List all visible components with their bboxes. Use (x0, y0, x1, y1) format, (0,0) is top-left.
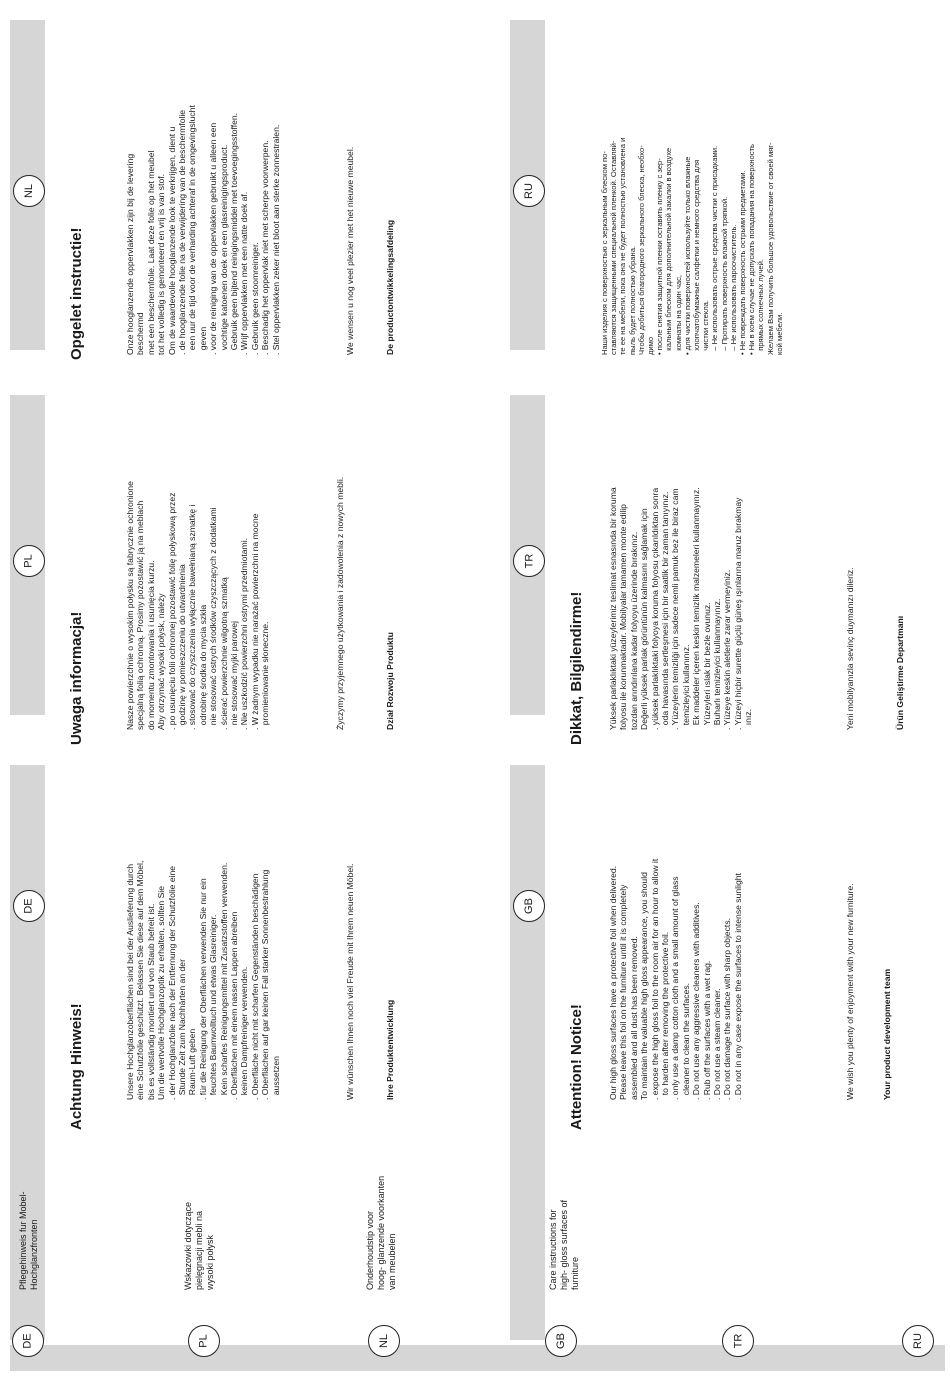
badge-gb: GB (513, 890, 545, 922)
panel-signature: Ihre Produktentwicklung (385, 999, 395, 1100)
panel-title: Attention! Notice! (568, 1004, 585, 1130)
panel-signature: Ürün Geliştirme Departmanı (895, 615, 905, 730)
index-badge-de: DE (12, 1325, 44, 1357)
index-label-gb: Care instructions for high- gloss surfaces of furniture (548, 1199, 580, 1290)
index-label-nl: Onderhoudstip voor hoog- glanzende voorkanten van meubelen (365, 1175, 397, 1290)
panel-body: Наши изделия с поверхностью с зеркальным блеском по- ставляются защищенными специальной пленкой. Оставляй- те ее на мебели, пока она не будет полностью установлена и пыль будет полностью убрана. Чтобы добиться благородного зеркального блеска, необхо- димо • после снятия защитной пленки оставить пленку с зер- кальным блеском для дополнительной закалки в воздухе комнаты на один час, • для чистки поверхностей используйте только влажные хлопчатобумажные салфетки и немного средства для чистки стекла. – Не использовать острые средства чистки с присадками. – Протирать поверхность влажной тряпкой. – Не использовать пароочиститель. • Не повреждать поверхность острыми предметами. • Ни в коем случае не допускать попадания на поверхность прямых солнечных лучей. Желаем Вам получить большое удовольствие от своей мяг- кой мебели. (600, 137, 784, 355)
index-label-de: Pflegehinweis fur Mobel- Hochglanzfronten (18, 1191, 39, 1290)
panel-title: Opgelet instructie! (68, 227, 85, 360)
panel-title: Achtung Hinweis! (68, 1003, 85, 1130)
panel-body: Yüksek parlaklıktaki yüzeylerimiz teslimat esnasında bir koruma folyosu ile korunmaktadır. Mobilyalar tamamen monte edilip tozdan arındırılana kadar folyoyu üzerinde bırakınız. Değerli yüksek parlak görüntünün kalmasını sağlamak için . yüksek parlaklıktaki folyoya koruma folyosu çıkarıldıktan sonra oda havasında sertleşmesi için bir saatlik bir zaman tanıyınız. . Yüzeylerin temizliği için sadece nemli pamuk bez ile biraz cam temizleyici kullanınız. Ek maddeler içeren keskin temizlik malzemeleri kullanmayınız. Yüzeyleri ıslak bir bezle ovunuz. Buharlı temizleyici kullanmayınız. . Yüzeye keskin aletlerle zarar vermeyiniz. . Yüzeyi hiçbir surette güçlü güneş ışınlarına maruz bırakmay ınız. (608, 487, 754, 730)
panel-wish: Wir wünschen Ihnen noch viel Freude mit Ihrem neuen Möbel. (345, 863, 355, 1100)
badge-ru: RU (513, 175, 545, 207)
index-label-pl: Wskazowki dotyczące pielęgnacji mebli na wysoki połysk (183, 1201, 215, 1290)
panel-body: Nasze powierzchnie o wysokim połysku są fabrycznie ochronione specjalną folią ochronną. Prosimy pozostawić ją na meblach do momentu zmontowania i usunięcia kurzu. Aby otrzymać wysoki połysk, należy . po usunięciu folii ochronnej pozostawić folię połyskową przez godzinę w pomieszczeniu do utwardnienia . stosować do czyszczenia wyłącznie bawełnianą szmatkę i odrobinę środka do mycia szkła nie stosować ostrych środków czyszczących z dodatkami . ścierać powierzchnie wilgotną szmatką nie stosować myjki parowej . Nie uszkodzić powierzchni ostrymi przedmiotami. . W żadnym wypadku nie narażać powierzchni na mocne promieniowanie słoneczne. (125, 481, 271, 730)
badge-tr: TR (513, 545, 545, 577)
index-badge-ru: RU (902, 1325, 934, 1357)
panel-signature: De productontwikkelingsafdeling (385, 219, 395, 355)
index-badge-gb: GB (545, 1325, 577, 1357)
panel-wish: We wensen u nog veel plezier met het nieuwe meubel. (345, 146, 355, 355)
panel-title: Uwaga informacja! (68, 611, 85, 745)
badge-de: DE (13, 890, 45, 922)
panel-title: Dikkat, Bilgilendirme! (568, 591, 585, 745)
panel-wish: Życzymy przyjemnego użytkowania i zadowolenia z nowych mebli. (335, 476, 345, 730)
badge-pl: PL (13, 545, 45, 577)
panel-body: Our high gloss surfaces have a protective foil when delivered. Please leave this foil on the furniture until it is completely assembled and all dust has been removed. To maintain the valuable high gloss appearance, you should . expose the high gloss foil to the room air for an hour to allow it to harden after removing the protective foil. . only use a damp cotton cloth and a small amount of glass cleaner to clean the surfaces. . Do not use any aggressive cleaners with additives. . Rub off the surfaces with a wet rag. . Do not use a steam cleaner. . Do not damage the surface with sharp objects. . Do not in any case expose the surfaces to intense sunlight (608, 858, 743, 1100)
index-badge-pl: PL (188, 1325, 220, 1357)
panel-body: Onze hooglanzende oppervlakken zijn bij de levering beschermd met een beschermfolie. Laat deze folie op het meubel tot het volledig is gemonteerd en vrij is van stof. Om de waardevolle hooglanzende look te verkrijgen, dient u . de hooglanzende folie na de verwijdering van de beschermfolie een uur de tijd voor de verharding achteraf in de omgevingslucht geven . voor de reiniging van de oppervlakken gebruikt u alleen een vochtige katoenen doek en een glasreinigingsproduct. Gebruik geen bijtend reinigingsmiddel met toevoegingsstoffen. . Wrijf oppervlakken met een natte doek af. . Gebruik geen stoomreiniger. . Beschadig het oppervlak niet met scherpe voorwerpen. . Stel oppervlakken zeker niet bloot aan sterke zonnestralen. (125, 105, 281, 355)
panel-wish: We wish you plenty of enjoyment with your new furniture. (845, 883, 855, 1100)
badge-nl: NL (13, 175, 45, 207)
panel-wish: Yeni mobilyanızla sevinç duymanızı dileriz. (845, 567, 855, 730)
panel-body: Unsere Hochglanzoberflächen sind bei der Auslieferung durch eine Schutzfolie geschützt. Belassen Sie diese auf dem Möbel, bis es vollständig montiert und von Staub befreit ist. Um die wertvolle Hochglanzoptik zu erhalten, sollten Sie . der Hochglanzfolie nach der Entfernung der Schutzfolie eine Stunde Zeit zum Nachhärten an der Raum-Luft geben . für die Reinigung der Oberflächen verwenden Sie nur ein feuchtes Baumwolltuch und etwas Glasreiniger. Kein scharfes Reinigungsmittel mit Zusatzstoffen verwenden. . Oberflächen mit einem nassen Lappen abreiben keinen Dampfreiniger verwenden. . Oberfläche nicht mit scharfen Gegenständen beschädigen . Oberflächen auf gar keinen Fall starker Sonnenbestrahlung aussetzen (125, 860, 281, 1100)
index-badge-nl: NL (368, 1325, 400, 1357)
index-badge-tr: TR (722, 1325, 754, 1357)
panel-signature: Your product development team (882, 968, 892, 1100)
panel-signature: Dział Rozwoju Produktu (385, 632, 395, 730)
